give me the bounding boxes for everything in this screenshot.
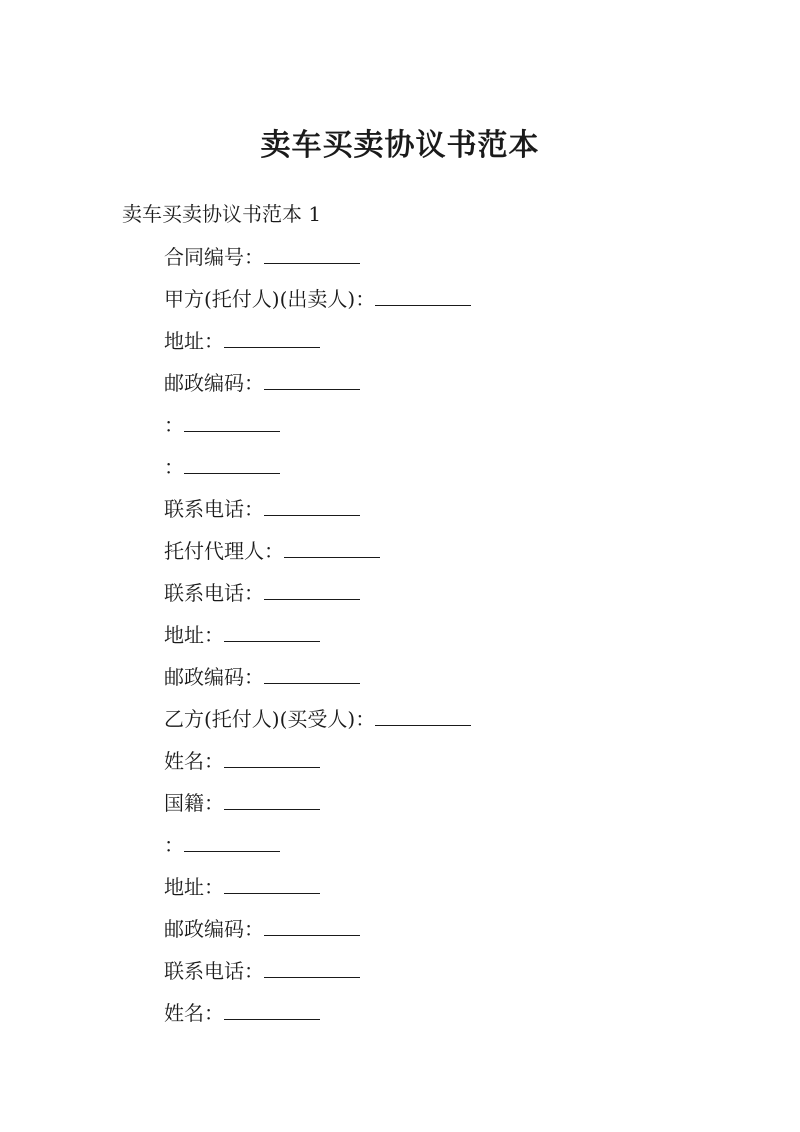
field-blank-line[interactable]	[264, 493, 360, 516]
field-label: 地址：	[164, 875, 224, 899]
document-title: 卖车买卖协议书范本	[260, 128, 540, 163]
form-field	[164, 913, 471, 955]
field-blank-line[interactable]	[264, 241, 360, 264]
field-label: 乙方(托付人)(买受人)：	[164, 707, 376, 731]
form-field	[164, 451, 471, 493]
form-field	[164, 745, 471, 787]
field-label: 地址：	[164, 623, 224, 647]
field-label: 联系电话：	[164, 581, 264, 605]
form-field	[164, 367, 471, 409]
form-field	[164, 871, 471, 913]
field-blank-line[interactable]	[264, 367, 360, 390]
field-blank-line[interactable]	[264, 913, 360, 936]
form-field	[164, 787, 471, 829]
form-field	[164, 493, 471, 535]
form-field	[164, 241, 471, 283]
field-blank-line[interactable]	[264, 577, 360, 600]
field-label: 托付代理人：	[164, 539, 284, 563]
field-blank-line[interactable]	[184, 451, 280, 474]
field-blank-line[interactable]	[184, 409, 280, 432]
field-blank-line[interactable]	[224, 787, 320, 810]
field-label: 邮政编码：	[164, 371, 264, 395]
field-label: 合同编号：	[164, 245, 264, 269]
form-field	[164, 577, 471, 619]
field-blank-line[interactable]	[224, 745, 320, 768]
field-blank-line[interactable]	[224, 997, 320, 1020]
field-blank-line[interactable]	[264, 661, 360, 684]
field-blank-line[interactable]	[264, 955, 360, 978]
field-label: ：	[164, 833, 184, 857]
form-field	[164, 703, 471, 745]
form-field-list	[164, 241, 471, 1039]
field-label: 联系电话：	[164, 959, 264, 983]
field-blank-line[interactable]	[224, 325, 320, 348]
form-field	[164, 325, 471, 367]
field-label: 邮政编码：	[164, 665, 264, 689]
field-blank-line[interactable]	[375, 703, 471, 726]
form-field	[164, 955, 471, 997]
field-label: 姓名：	[164, 1001, 224, 1025]
form-field	[164, 409, 471, 451]
field-label: 姓名：	[164, 749, 224, 773]
field-blank-line[interactable]	[375, 283, 471, 306]
field-blank-line[interactable]	[224, 871, 320, 894]
form-field	[164, 829, 471, 871]
field-label: 甲方(托付人)(出卖人)：	[164, 287, 376, 311]
field-blank-line[interactable]	[284, 535, 380, 558]
field-blank-line[interactable]	[184, 829, 280, 852]
field-label: ：	[164, 455, 184, 479]
field-label: 联系电话：	[164, 497, 264, 521]
field-label: 地址：	[164, 329, 224, 353]
field-label: 邮政编码：	[164, 917, 264, 941]
field-label: 国籍：	[164, 791, 224, 815]
field-blank-line[interactable]	[224, 619, 320, 642]
form-field	[164, 283, 471, 325]
form-field	[164, 661, 471, 703]
form-field	[164, 535, 471, 577]
field-label: ：	[164, 413, 184, 437]
section-heading: 卖车买卖协议书范本 1	[122, 202, 322, 226]
form-field	[164, 619, 471, 661]
form-field	[164, 997, 471, 1039]
